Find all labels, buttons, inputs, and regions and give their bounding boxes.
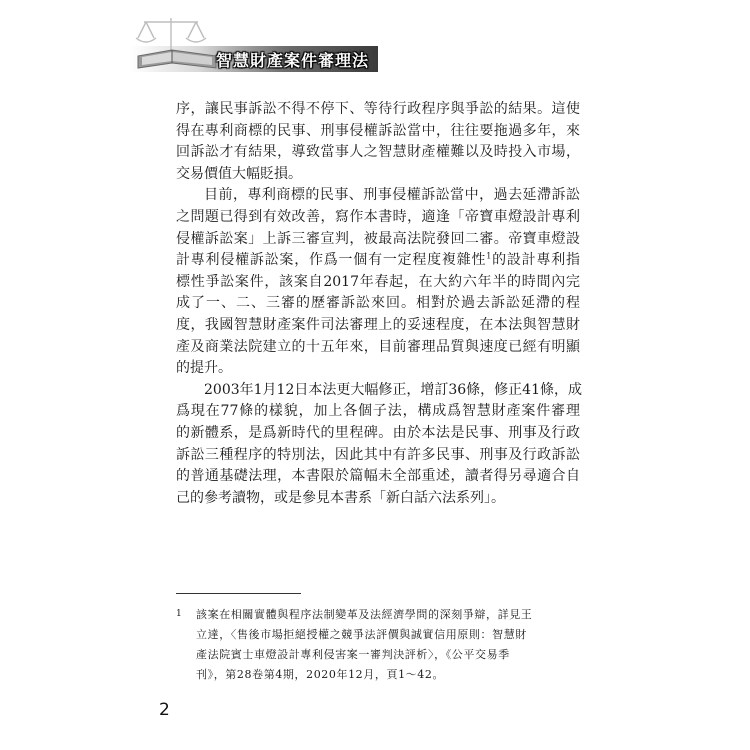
footnote-line: 產法院賓士車燈設計專利侵害案一審判決評析〉，《公平交易季 [196, 648, 510, 661]
text-line: 度，我國智慧財產案件司法審理上的妥速程度，在本法與智慧財 [176, 316, 580, 333]
paragraph-2 [176, 185, 580, 379]
footnote [176, 605, 580, 685]
text-line: 訴訟三種程序的特別法，因此其中有許多民事、刑事及行政訴訟 [176, 446, 580, 463]
text-line: 之問題已得到有效改善，寫作本書時，適逢「帝寶車燈設計專利 [176, 208, 580, 225]
page-number: 2 [159, 700, 170, 720]
footnote-line: 該案在相關實體與程序法制變革及法經濟學問的深刻爭辯，詳見王 [196, 608, 533, 621]
text-line: 的普通基礎法理，本書限於篇幅未全部重述，讀者得另尋適合自 [176, 468, 580, 485]
footnote-reference[interactable]: 1 [486, 251, 492, 261]
scales-of-justice-icon [132, 16, 222, 72]
text-line: 得在專利商標的民事、刑事侵權訴訟當中，往往要拖過多年，來 [176, 122, 580, 139]
text-line: 的提升。 [176, 360, 232, 377]
text-line: 回訴訟才有結果，導致當事人之智慧財產權難以及時投入市場， [176, 144, 580, 161]
text-line-with-footnote [176, 250, 580, 272]
text-line: 目前，專利商標的民事、刑事侵權訴訟當中，過去延滯訴訟 [204, 187, 580, 204]
body-text [176, 99, 580, 509]
text-line: 2003年1月12日本法更大幅修正，增訂36條，修正41條，成 [204, 381, 582, 398]
text-fragment: 的設計專利指 [491, 252, 581, 269]
text-line: 爲現在77條的樣貌，加上各個子法，構成爲智慧財產案件審理 [176, 403, 580, 420]
text-line: 序，讓民事訴訟不得不停下、等待行政程序與爭訟的結果。這使 [176, 101, 580, 117]
chapter-header [130, 14, 380, 76]
text-line: 產及商業法院建立的十五年來，目前審理品質與速度已經有明顯 [176, 338, 580, 355]
text-line: 交易價值大幅貶損。 [176, 165, 302, 182]
footnote-line: 刊》，第28卷第4期，2020年12月，頁1～42。 [196, 668, 445, 681]
paragraph-1 [176, 99, 580, 185]
footnote-line: 立達，〈售後市場拒絕授權之競爭法評價與誠實信用原則：智慧財 [196, 628, 527, 641]
text-line: 成了一、二、三審的歷審訴訟來回。相對於過去訴訟延滯的程 [176, 295, 580, 312]
chapter-title: 智慧財產案件審理法 [216, 51, 370, 70]
text-fragment: 計專利侵權訴訟案，作爲一個有一定程度複雜性 [176, 252, 487, 269]
text-line: 己的參考讀物，或是參見本書系「新白話六法系列」。 [176, 489, 505, 506]
footnote-marker: 1 [176, 609, 183, 619]
text-line: 侵權訴訟案」上訴三審宣判，被最高法院發回二審。帝寶車燈設 [176, 230, 580, 247]
text-line: 的新體系，是爲新時代的里程碑。由於本法是民事、刑事及行政 [176, 424, 580, 441]
text-line: 標性爭訟案件，該案自2017年春起，在大約六年半的時間內完 [176, 273, 580, 290]
paragraph-3 [176, 380, 580, 510]
footnote-divider [176, 593, 301, 594]
